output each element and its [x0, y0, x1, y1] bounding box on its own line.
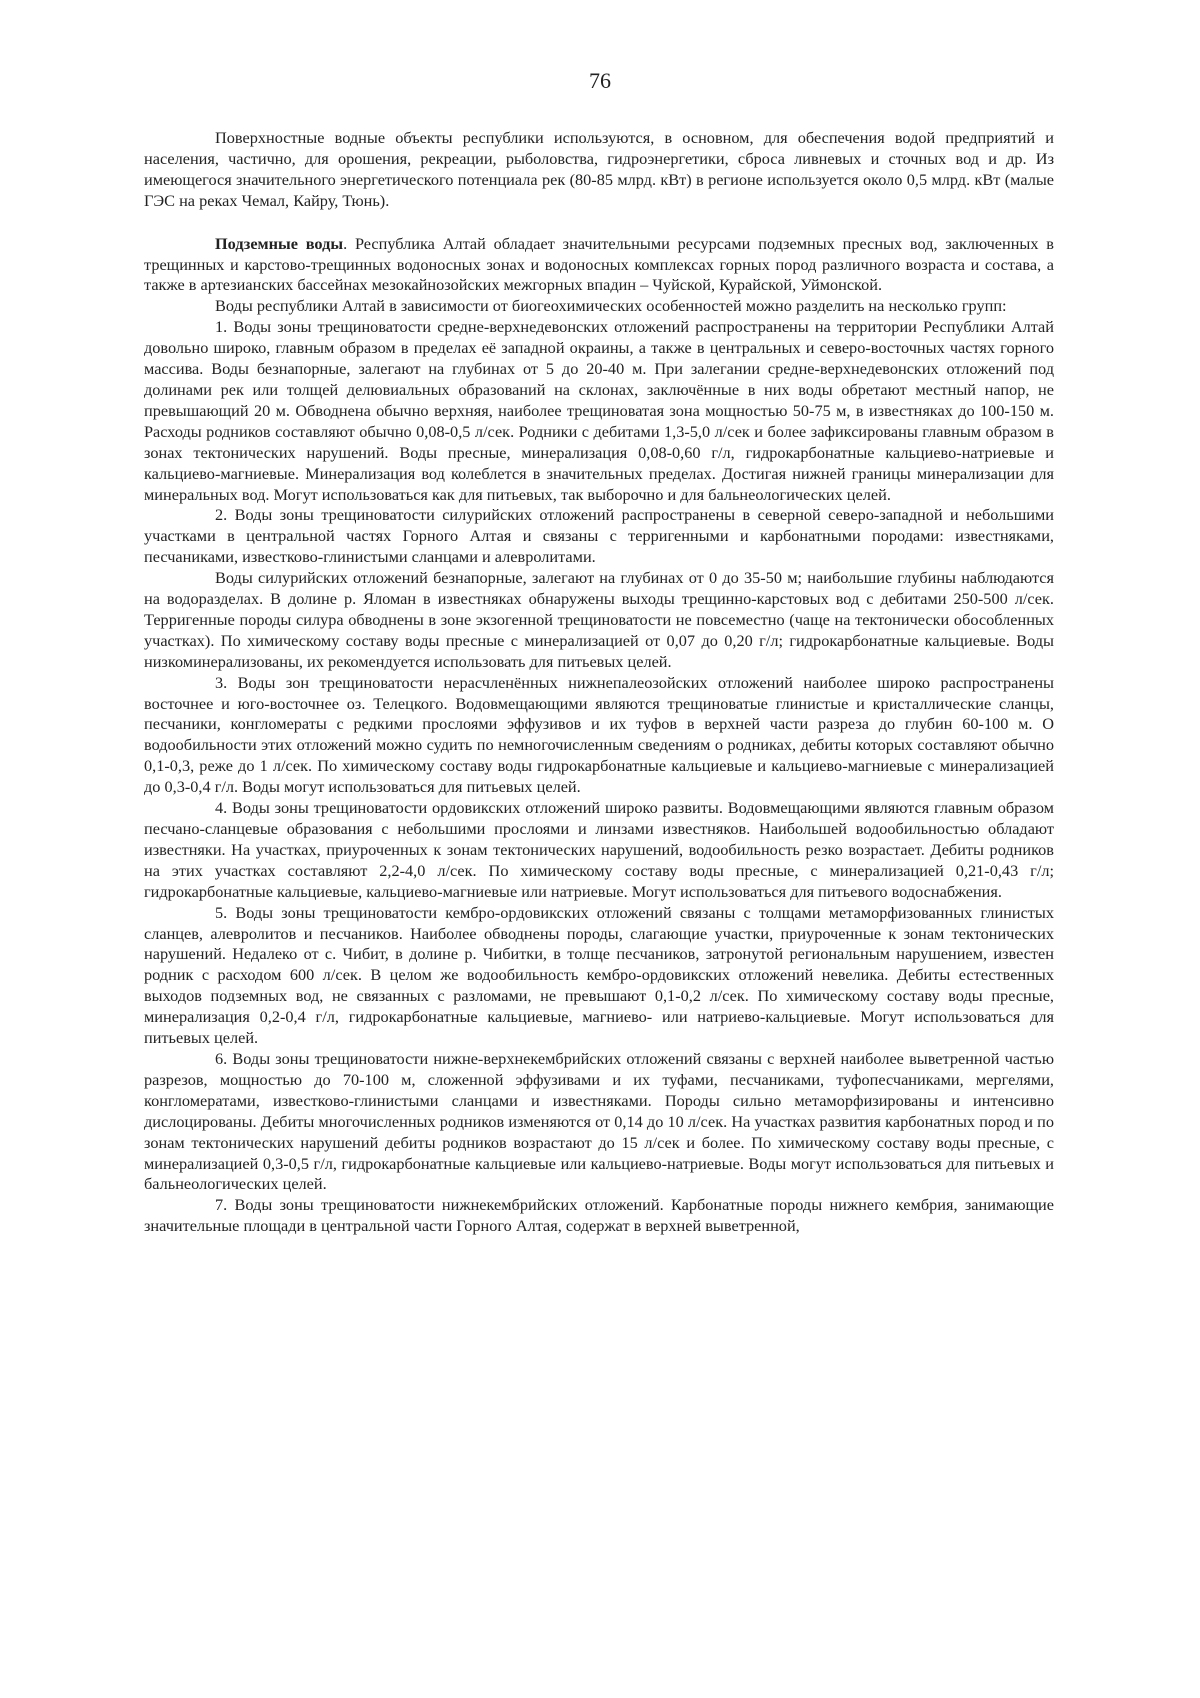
paragraph-group-2: 2. Воды зоны трещиноватости силурийских отложений распространены в северной северо-западной и небольшими участками в центральной частях Горного Алтая и связаны с терригенными и карбонатными породами: известняками, песчаниками, известково-глинистыми сланцами и алевролитами.: [144, 505, 1054, 567]
paragraph-group-4: 4. Воды зоны трещиноватости ордовикских отложений широко развиты. Водовмещающими являются главным образом песчано-сланцевые образования с небольшими прослоями и линзами известняков. Наибольшей водообильностью обладают известняки. На участках, приуроченных к зонам тектонических нарушений, водообильность резко возрастает. Дебиты родников на этих участках составляют 2,2-4,0 л/сек. По химическому составу воды пресные, с минерализацией 0,21-0,43 г/л; гидрокарбонатные кальциевые, кальциево-магниевые или натриевые. Могут использоваться для питьевого водоснабжения.: [144, 798, 1054, 901]
paragraph-group-5: 5. Воды зоны трещиноватости кембро-ордовикских отложений связаны с толщами метаморфизованных глинистых сланцев, алевролитов и песчаников. Наиболее обводнены породы, слагающие участки, приуроченные к зонам тектонических нарушений. Недалеко от с. Чибит, в долине р. Чибитки, в толще песчаников, затронутой региональным нарушением, известен родник с расходом 600 л/сек. В целом же водообильность кембро-ордовикских отложений невелика. Дебиты естественных выходов подземных вод, не связанных с разломами, не превышают 0,1-0,2 л/сек. По химическому составу воды пресные, минерализация 0,2-0,4 г/л, гидрокарбонатные кальциевые, магниево- или натриево-кальциевые. Могут использоваться для питьевых целей.: [144, 902, 1054, 1048]
section-heading-groundwater: Подземные воды: [215, 233, 344, 253]
paragraph-groundwater-text: . Республика Алтай обладает значительными ресурсами подземных пресных вод, заключенных в трещинных и карстово-трещинных водоносных зонах и водоносных комплексах горных пород различного возраста и состава, а также в артезианских бассейнах мезокайнозойских межгорных впадин – Чуйской, Курайской, Уймонской.: [144, 233, 1054, 295]
paragraph-group-7: 7. Воды зоны трещиноватости нижнекембрийских отложений. Карбонатные породы нижнего кембрия, занимающие значительные площади в центральной части Горного Алтая, содержат в верхней выветренной,: [144, 1195, 1054, 1236]
paragraph-groups-intro: Воды республики Алтай в зависимости от биогеохимических особенностей можно разделить на несколько групп:: [215, 296, 1007, 316]
paragraph-group-6: 6. Воды зоны трещиноватости нижне-верхнекембрийских отложений связаны с верхней наиболее выветренной частью разрезов, мощностью до 70-100 м, сложенной эффузивами и их туфами, песчаниками, туфопесчаниками, мергелями, конгломератами, известково-глинистыми сланцами и известняками. Породы сильно метаморфизированы и интенсивно дислоцированы. Дебиты многочисленных родников изменяются от 0,14 до 10 л/сек. На участках развития карбонатных пород и по зонам тектонических нарушений дебиты родников возрастают до 15 л/сек и более. По химическому составу воды пресные, с минерализацией 0,3-0,5 г/л, гидрокарбонатные кальциевые или кальциево-натриевые. Воды могут использоваться для питьевых и бальнеологических целей.: [144, 1048, 1054, 1194]
paragraph-group-3: 3. Воды зон трещиноватости нерасчленённых нижнепалеозойских отложений наиболее широко распространены восточнее и юго-восточнее оз. Телецкого. Водовмещающими являются трещиноватые глинистые и кристаллические сланцы, песчаники, конгломераты с редкими прослоями эффузивов и их туфов в верхней части разреза до глубин 60-100 м. О водообильности этих отложений можно судить по немногочисленным сведениям о родниках, дебиты которых составляют обычно 0,1-0,3, реже до 1 л/сек. По химическому составу воды гидрокарбонатные кальциевые и кальциево-магниевые с минерализацией до 0,3-0,4 г/л. Воды могут использоваться для питьевых целей.: [144, 672, 1054, 797]
paragraph-group-2-details: Воды силурийских отложений безнапорные, залегают на глубинах от 0 до 35-50 м; наибольшие глубины наблюдаются на водоразделах. В долине р. Яломан в известняках обнаружены выходы трещинно-карстовых вод с дебитами 250-500 л/сек. Терригенные породы силура обводнены в зоне экзогенной трещиноватости не повсеместно (чаще на тектонически обособленных участках). По химическому составу воды пресные с минерализацией от 0,07 до 0,20 г/л; гидрокарбонатные кальциевые. Воды низкоминерализованы, их рекомендуется использовать для питьевых целей.: [144, 568, 1054, 671]
paragraph-group-1: 1. Воды зоны трещиноватости средне-верхнедевонских отложений распространены на территории Республики Алтай довольно широко, главным образом в пределах её западной окраины, а также в центральных и северо-восточных частях горного массива. Воды безнапорные, залегают на глубинах от 5 до 20-40 м. При залегании средне-верхнедевонских отложений под долинами рек или толщей делювиальных образований на склонах, заключённые в них воды обретают местный напор, не превышающий 20 м. Обводнена обычно верхняя, наиболее трещиноватая зона мощностью 50-75 м, в известняках до 100-150 м. Расходы родников составляют обычно 0,08-0,5 л/сек. Родники с дебитами 1,3-5,0 л/сек и более зафиксированы главным образом в зонах тектонических нарушений. Воды пресные, минерализация 0,08-0,60 г/л, гидрокарбонатные кальциево-натриевые и кальциево-магниевые. Минерализация вод колеблется в значительных пределах. Достигая нижней границы минерализации для минеральных вод. Могут использоваться как для питьевых, так выборочно и для бальнеологических целей.: [144, 317, 1054, 504]
page-number: 76: [589, 68, 611, 93]
paragraph-surface-waters: Поверхностные водные объекты республики используются, в основном, для обеспечения водой предприятий и населения, частично, для орошения, рекреации, рыболовства, гидроэнергетики, сброса ливневых и сточных вод и др. Из имеющегося значительного энергетического потенциала рек (80-85 млрд. кВт) в регионе используется около 0,5 млрд. кВт (малые ГЭС на реках Чемал, Кайру, Тюнь).: [144, 128, 1054, 210]
paragraph-groundwater: [144, 234, 1054, 297]
document-body: [144, 128, 1054, 1237]
